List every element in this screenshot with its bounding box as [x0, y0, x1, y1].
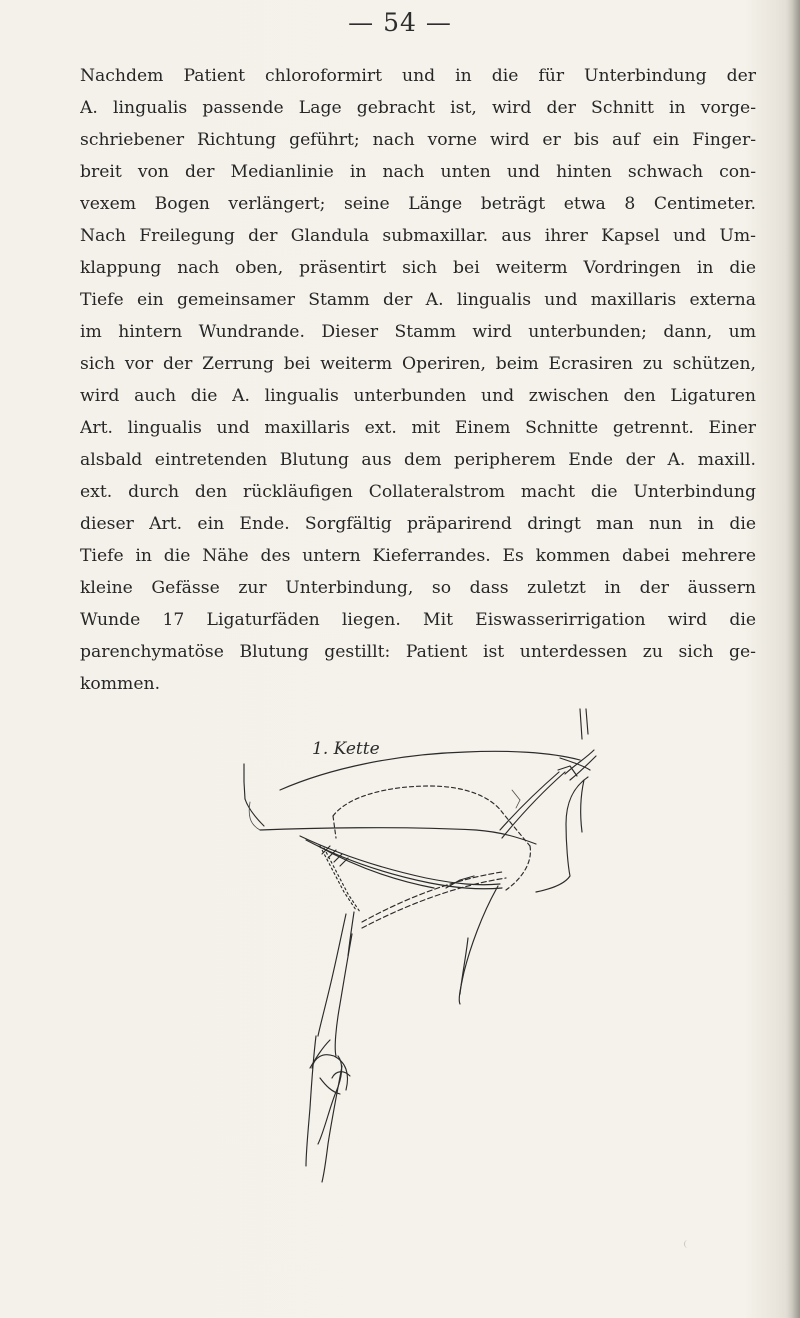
diagonal-thread-1: [502, 772, 565, 838]
text-line-10: sich vor der Zerrung bei weiterm Operiren, beim Ecrasiren zu schützen,: [80, 354, 756, 374]
text-line-16: Tiefe in die Nähe des untern Kieferrandes. Es kommen dabei mehrere: [80, 546, 756, 566]
text-line-15: dieser Art. ein Ende. Sorgfältig präparirend dringt man nun in die: [80, 514, 756, 534]
outer-right-curve: [536, 777, 588, 892]
paper-mark: [684, 1240, 691, 1248]
text-line-20: kommen.: [80, 674, 161, 694]
text-line-6: Nach Freilegung der Glandula submaxillar. aus ihrer Kapsel und Um-: [80, 226, 756, 246]
left-thread-top: [244, 764, 245, 799]
crossing-thread-main: [260, 828, 536, 844]
body-text: [80, 60, 756, 700]
text-line-11: wird auch die A. lingualis unterbunden und zwischen den Ligaturen: [80, 386, 756, 406]
right-lower-thread: [459, 886, 498, 1004]
left-lower-thread-1: [318, 914, 346, 1036]
text-line-19: parenchymatöse Blutung gestillt: Patient ist unterdessen zu sich ge-: [80, 642, 756, 662]
text-line-4: breit von der Medianlinie in nach unten und hinten schwach con-: [80, 162, 756, 182]
text-line-17: kleine Gefässe zur Unterbindung, so dass zuletzt in der äussern: [80, 578, 756, 598]
page-number: — 54 —: [348, 8, 452, 37]
right-thread-top: [586, 709, 588, 734]
text-line-5: vexem Bogen verlängert; seine Länge beträgt etwa 8 Centimeter.: [80, 194, 756, 214]
left-thread-hook: [245, 799, 264, 826]
dashed-upper-loop: [333, 786, 530, 846]
text-line-14: ext. durch den rückläufigen Collateralstrom macht die Unterbindung: [80, 482, 756, 502]
text-line-18: Wunde 17 Ligaturfäden liegen. Mit Eiswasserirrigation wird die: [80, 610, 756, 630]
text-line-3: schriebener Richtung geführt; nach vorne wird er bis auf ein Finger-: [80, 130, 756, 150]
bottom-thread-left: [306, 1036, 316, 1166]
figure-label: 1. Kette: [312, 739, 380, 759]
text-line-8: Tiefe ein gemeinsamer Stamm der A. lingualis und maxillaris externa: [80, 290, 756, 310]
text-line-13: alsbald eintretenden Blutung aus dem peripherem Ende der A. maxill.: [80, 450, 756, 470]
text-line-12: Art. lingualis und maxillaris ext. mit Einem Schnitte getrennt. Einer: [80, 418, 756, 438]
ligature-chain-figure: [220, 704, 600, 1184]
text-line-7: klappung nach oben, präsentirt sich bei weiterm Vordringen in die: [80, 258, 756, 278]
text-line-2: A. lingualis passende Lage gebracht ist, wird der Schnitt in vorge-: [80, 98, 756, 118]
text-line-9: im hintern Wundrande. Dieser Stamm wird unterbunden; dann, um: [80, 322, 756, 342]
text-line-1: Nachdem Patient chloroformirt und in die für Unterbindung der: [80, 66, 756, 86]
ligature-diagram: [220, 704, 600, 1184]
page-edge-shadow: [786, 0, 800, 1318]
